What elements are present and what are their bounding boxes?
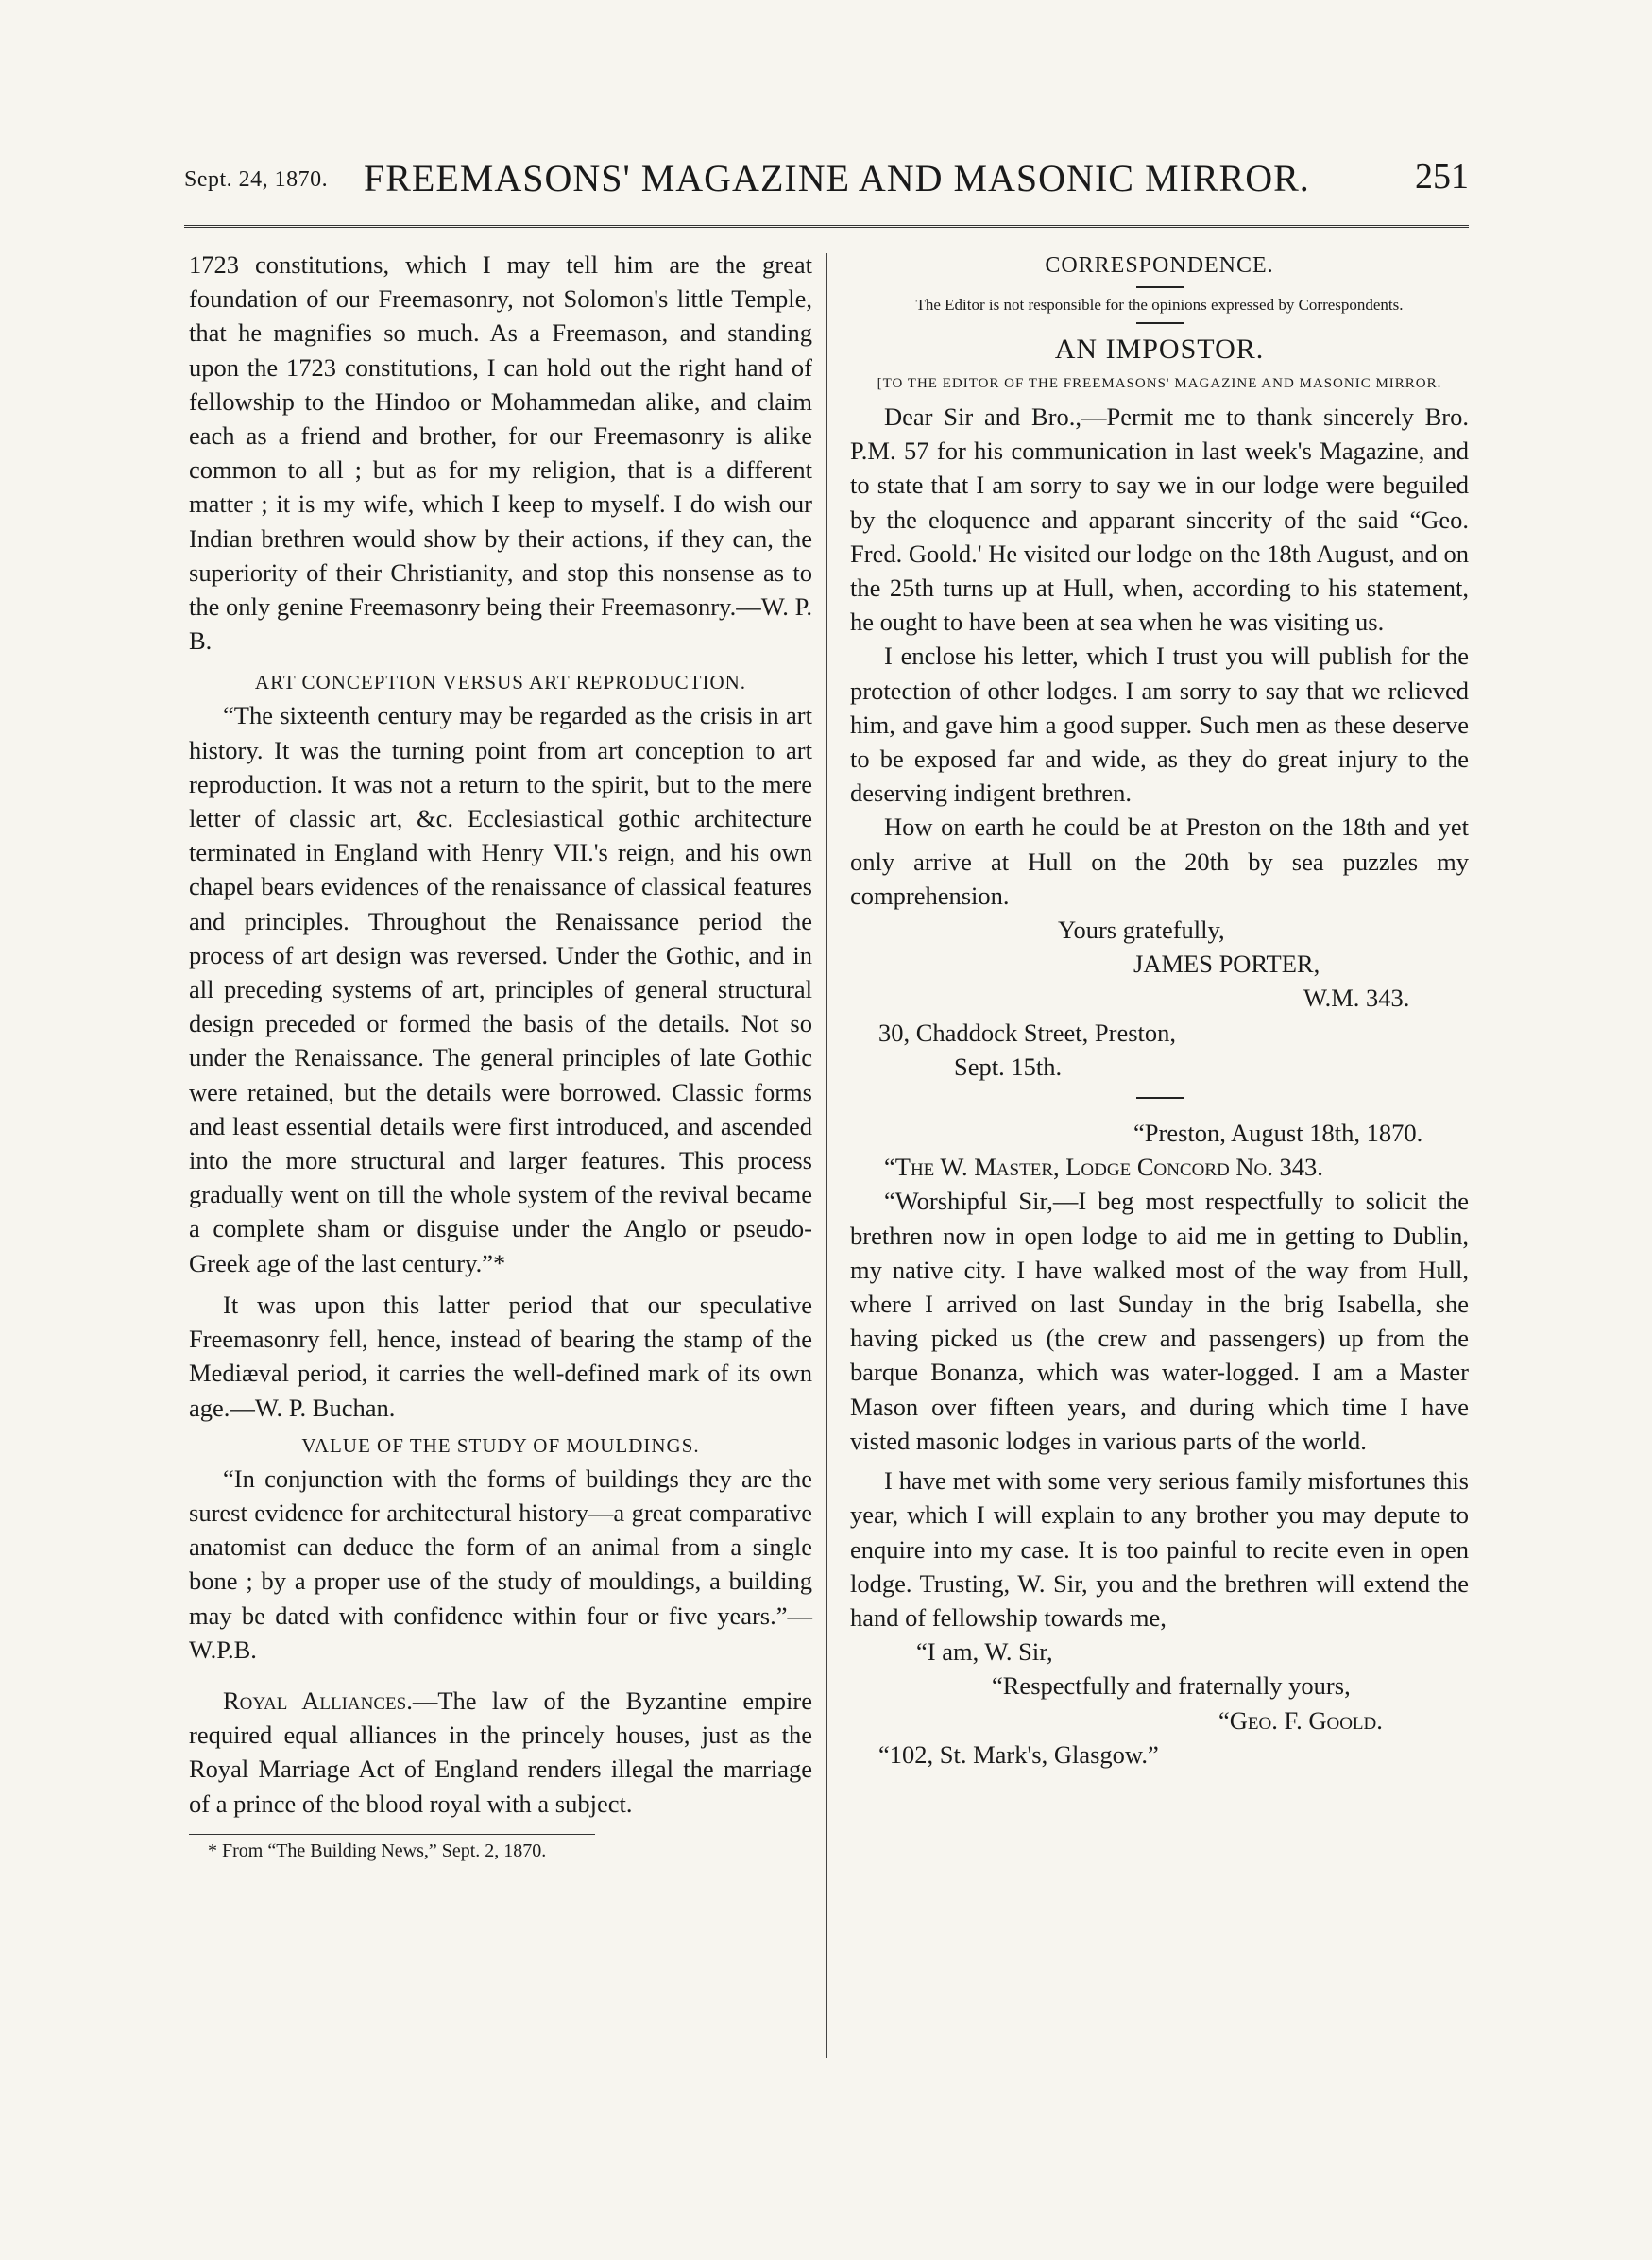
addressed-to: [TO THE EDITOR OF THE FREEMASONS' MAGAZINE AND MASONIC MIRROR. xyxy=(877,376,1442,391)
paragraph: Dear Sir and Bro.,—Permit me to thank sincerely Bro. P.M. 57 for his communication in last week's Magazine, and to state that I am sorry to say we in our lodge were beguiled by the eloquence and apparant sincerity of the said “Geo. Fred. Goold.' He visited our lodge on the 18th August, and on the 25th turns up at Hull, when, according to his statement, he ought to have been at sea when he was visiting us. xyxy=(850,402,1469,637)
letter-place-date: “Preston, August 18th, 1870. xyxy=(1133,1119,1423,1148)
signer-title: W.M. 343. xyxy=(1303,984,1410,1013)
paragraph-body: —The law of the Byzantine empire required equal alliances in the princely houses, just as the Royal Marriage Act of England renders illegal the marriage of a prince of the blood royal with a subject. xyxy=(189,1686,813,1818)
paragraph-lead: Royal Alliances. xyxy=(223,1686,413,1715)
signer-date: Sept. 15th. xyxy=(954,1052,1063,1081)
signer-name: JAMES PORTER, xyxy=(1133,950,1320,979)
paragraph: 1723 constitutions, which I may tell him are the great foundation of our Freemasonry, not Solomon's little Temple, that he magnifies so much. As a Freemason, and standing upon the 1723 constitutions, I can hold out the right hand of fellowship to the Hindoo or Mohammedan alike, and claim each as a friend and brother, for our Freemasonry is alike common to all ; but as for my religion, that is a different matter ; it is my wife, which I keep to myself. I do wish our Indian brethren would show by their actions, if they can, the superiority of their Christianity, and stop this nonsense as to the only genine Freemasonry being their Freemasonry.—W. P. B. xyxy=(189,250,812,656)
letter-paragraph: “Worshipful Sir,—I beg most respectfully to solicit the brethren now in open lodge to aid me in getting to Dublin, my native city. I have walked most of the way from Hull, where I arrived on last Sunday in the brig Isabella, she having picked us (the crew and passengers) up from the barque Bonanza, which was water-logged. I am a Master Mason over fifteen years, and during which time I have visted masonic lodges in various parts of the world. xyxy=(850,1187,1469,1455)
page-number: 251 xyxy=(1415,157,1469,197)
publication-title: FREEMASONS' MAGAZINE AND MASONIC MIRROR. xyxy=(364,157,1310,199)
footnote: * From “The Building News,” Sept. 2, 1870. xyxy=(208,1840,547,1861)
divider xyxy=(1136,286,1184,288)
header-rule xyxy=(184,225,1469,228)
letter-address: “102, St. Mark's, Glasgow.” xyxy=(878,1739,1159,1769)
page-header xyxy=(184,156,1469,213)
closing: Yours gratefully, xyxy=(1058,916,1225,945)
paragraph: “In conjunction with the forms of buildings they are the surest evidence for architectural history—a great comparative anatomist can deduce the form of an animal from a single bone ; by a proper use of the study of mouldings, a building may be dated with confidence within four or five years.”—W.P.B. xyxy=(189,1464,812,1664)
article-title: AN IMPOSTOR. xyxy=(1054,334,1265,365)
article-heading: ART CONCEPTION VERSUS ART REPRODUCTION. xyxy=(254,671,747,694)
letter-addressee: “The W. Master, Lodge Concord No. 343. xyxy=(884,1153,1323,1182)
divider xyxy=(1136,1097,1184,1099)
divider xyxy=(1136,322,1184,324)
editor-disclaimer: The Editor is not responsible for the opinions expressed by Correspondents. xyxy=(915,296,1404,314)
left-column xyxy=(189,248,812,1862)
paragraph: “The sixteenth century may be regarded as the crisis in art history. It was the turning point from art conception to art reproduction. It was not a return to the spirit, but to the mere letter of classic art, &c. Ecclesiastical gothic architecture terminated in England with Henry VII.'s reign, and his own chapel bears evidences of the renaissance of classical features and principles. Throughout the Renaissance period the process of art design was reversed. Under the Gothic, and in all preceding systems of art, principles of general structural design preceded or formed the basis of the details. Not so under the Renaissance. The general principles of late Gothic were retained, but the details were borrowed. Classic forms and least essential details were first introduced, and ascended into the more structural and larger features. This process gradually went on till the whole system of the revival became a complete sham or disguise under the Anglo or pseudo-Greek age of the last century.”* xyxy=(189,701,812,1277)
letter-closing: “Respectfully and fraternally yours, xyxy=(992,1671,1351,1701)
issue-date: Sept. 24, 1870. xyxy=(184,167,329,192)
signer-address: 30, Chaddock Street, Preston, xyxy=(878,1018,1177,1047)
letter-signature: “Geo. F. Goold. xyxy=(1218,1705,1383,1735)
column-divider xyxy=(826,253,827,2058)
paragraph: It was upon this latter period that our speculative Freemasonry fell, hence, instead of bearing the stamp of the Mediæval period, it carries the well-defined mark of its own age.—W. P. Buchan. xyxy=(189,1290,812,1422)
letter-closing: “I am, W. Sir, xyxy=(916,1637,1053,1667)
right-column xyxy=(850,248,1469,1772)
paragraph xyxy=(189,1684,812,1821)
paragraph: How on earth he could be at Preston on the 18th and yet only arrive at Hull on the 20th by sea puzzles my comprehension. xyxy=(850,813,1469,910)
footnote-rule xyxy=(189,1834,595,1835)
paragraph: I enclose his letter, which I trust you will publish for the protection of other lodges. I am sorry to say that we relieved him, and gave him a good supper. Such men as these deserve to be exposed far and wide, as they do great injury to the deserving indigent brethren. xyxy=(850,642,1469,808)
letter-paragraph: I have met with some very serious family misfortunes this year, which I will explain to any brother you may depute to enquire into my case. It is too painful to recite even in open lodge. Trusting, W. Sir, you and the brethren will extend the hand of fellowship towards me, xyxy=(850,1466,1469,1632)
section-heading: CORRESPONDENCE. xyxy=(1045,253,1274,278)
article-heading: VALUE OF THE STUDY OF MOULDINGS. xyxy=(301,1433,700,1457)
